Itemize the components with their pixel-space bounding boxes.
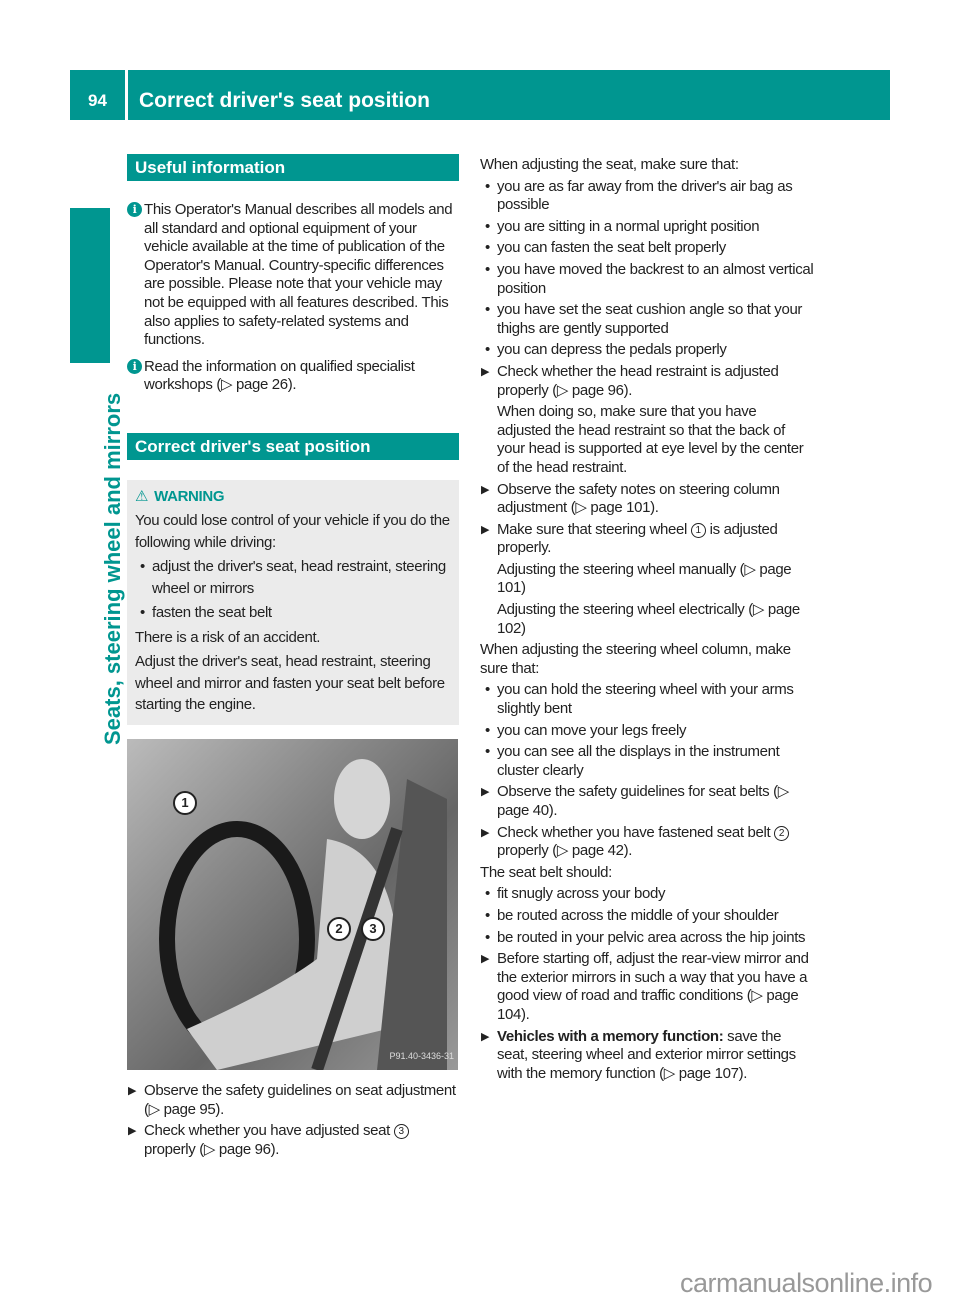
step-text: Make sure that steering wheel xyxy=(497,520,687,538)
warning-risk: There is a risk of an accident. xyxy=(135,628,321,646)
step-item xyxy=(480,363,814,478)
step-item xyxy=(480,950,814,1024)
useful-info-heading: Useful information xyxy=(127,154,459,181)
seat-intro: When adjusting the seat, make sure that: xyxy=(480,156,739,173)
callout-2: 2 xyxy=(327,917,351,941)
right-column xyxy=(480,153,814,1086)
warning-title xyxy=(135,486,451,508)
watermark: carmanualsonline.info xyxy=(680,1268,933,1298)
column-bullet: • you can see all the displays in the instrument cluster clearly xyxy=(480,743,814,780)
step-arrow-icon: ▶ xyxy=(481,826,490,839)
step-arrow-icon: ▶ xyxy=(481,953,490,966)
seat-bullet: • you have moved the backrest to an almost vertical position xyxy=(480,261,814,298)
info-note xyxy=(127,201,459,350)
belt-bullet: • be routed across the middle of your shoulder xyxy=(480,907,814,926)
warning-bullet: • adjust the driver's seat, head restraint, steering wheel or mirrors xyxy=(135,556,451,599)
illustration-shapes xyxy=(127,739,458,1070)
warning-intro: You could lose control of your vehicle if you do the following while driving: xyxy=(135,512,450,551)
warning-advice: Adjust the driver's seat, head restraint, steering wheel and mirror and fasten your seat belt before starting the engine. xyxy=(135,653,445,714)
step-text[interactable]: Before starting off, adjust the rear-view mirror and the exterior mirrors in such a way that you have a good view of road and traffic conditions (▷ page 104). xyxy=(497,950,809,1023)
step-text[interactable]: properly (▷ page 42). xyxy=(497,842,633,860)
step-arrow-icon: ▶ xyxy=(481,786,490,799)
step-item xyxy=(127,1122,459,1159)
step-text[interactable]: properly (▷ page 96). xyxy=(144,1140,280,1158)
column-bullet: • you can hold the steering wheel with your arms slightly bent xyxy=(480,681,814,718)
step-item xyxy=(480,481,814,518)
step-item xyxy=(480,783,814,820)
step-arrow-icon: ▶ xyxy=(128,1125,137,1138)
warning-triangle-icon: ⚠ xyxy=(135,487,149,505)
belt-bullet: • fit snugly across your body xyxy=(480,885,814,904)
section-heading: Correct driver's seat position xyxy=(127,433,459,460)
callout-3: 3 xyxy=(361,917,385,941)
seat-bullet: • you are sitting in a normal upright position xyxy=(480,218,814,237)
info-icon: i xyxy=(127,202,142,217)
chapter-title: Seats, steering wheel and mirrors xyxy=(100,392,125,745)
step-item xyxy=(127,1082,459,1119)
step-text: is adjusted properly. xyxy=(497,520,778,557)
left-column xyxy=(127,154,459,1162)
callout-1: 1 xyxy=(173,791,197,815)
callout-ref: 2 xyxy=(774,826,789,841)
step-text[interactable]: Observe the safety notes on steering column adjustment (▷ page 101). xyxy=(497,480,780,517)
warning-box xyxy=(127,480,459,725)
step-text[interactable]: Observe the safety guidelines on seat adjustment (▷ page 95). xyxy=(144,1081,456,1118)
step-item xyxy=(480,824,814,861)
belt-bullet: • be routed in your pelvic area across the hip joints xyxy=(480,929,814,948)
page-number: 94 xyxy=(70,70,125,120)
illustration-code: P91.40-3436-31 xyxy=(389,1051,454,1062)
callout-ref: 1 xyxy=(691,523,706,538)
manual-link[interactable]: Adjusting the steering wheel manually (▷ page 101) xyxy=(497,560,792,597)
page-title: Correct driver's seat position xyxy=(128,70,890,120)
seat-bullet: • you can depress the pedals properly xyxy=(480,341,814,360)
step-text[interactable]: Observe the safety guidelines for seat belts (▷ page 40). xyxy=(497,783,789,819)
step-arrow-icon: ▶ xyxy=(481,365,490,378)
column-bullet: • you can move your legs freely xyxy=(480,722,814,741)
step-item xyxy=(480,1028,814,1084)
step-arrow-icon: ▶ xyxy=(481,483,490,496)
chapter-tab xyxy=(70,208,110,363)
step-note: When doing so, make sure that you have adjusted the head restraint so that the back of your head is supported at eye level by the center of the head restraint. xyxy=(497,403,804,476)
step-arrow-icon: ▶ xyxy=(128,1084,137,1097)
belt-intro: The seat belt should: xyxy=(480,863,612,881)
step-text: Check whether you have adjusted seat xyxy=(144,1122,390,1140)
step-arrow-icon: ▶ xyxy=(481,523,490,536)
info-text[interactable]: Read the information on qualified specialist workshops (▷ page 26). xyxy=(144,357,415,394)
step-bold-text: Vehicles with a memory function: xyxy=(497,1027,724,1045)
seat-bullet: • you have set the seat cushion angle so that your thighs are gently supported xyxy=(480,301,814,338)
step-text[interactable]: Check whether the head restraint is adjusted properly (▷ page 96). xyxy=(497,362,779,399)
step-arrow-icon: ▶ xyxy=(481,1030,490,1043)
info-icon: i xyxy=(127,359,142,374)
callout-ref: 3 xyxy=(394,1124,409,1139)
column-intro: When adjusting the steering wheel column, make sure that: xyxy=(480,641,791,677)
warning-label: WARNING xyxy=(154,487,225,505)
seat-bullet: • you can fasten the seat belt properly xyxy=(480,239,814,258)
driver-seat-illustration xyxy=(127,739,458,1070)
info-note xyxy=(127,358,459,395)
step-text: Check whether you have fastened seat belt xyxy=(497,823,771,841)
step-item xyxy=(480,521,814,639)
seat-bullet: • you are as far away from the driver's air bag as possible xyxy=(480,178,814,215)
step-text[interactable]: save the seat, steering wheel and exterior mirror settings with the memory function (▷ page 107). xyxy=(497,1027,796,1082)
warning-bullet: • fasten the seat belt xyxy=(135,602,451,624)
electric-link[interactable]: Adjusting the steering wheel electrically (▷ page 102) xyxy=(497,601,800,637)
info-text: This Operator's Manual describes all models and all standard and optional equipment of your vehicle available at the time of publication of the Operator's Manual. Country-specific differences are possible. Please note that your vehicle may not be equipped with all features described. This also applies to safety-related systems and functions. xyxy=(144,201,453,349)
